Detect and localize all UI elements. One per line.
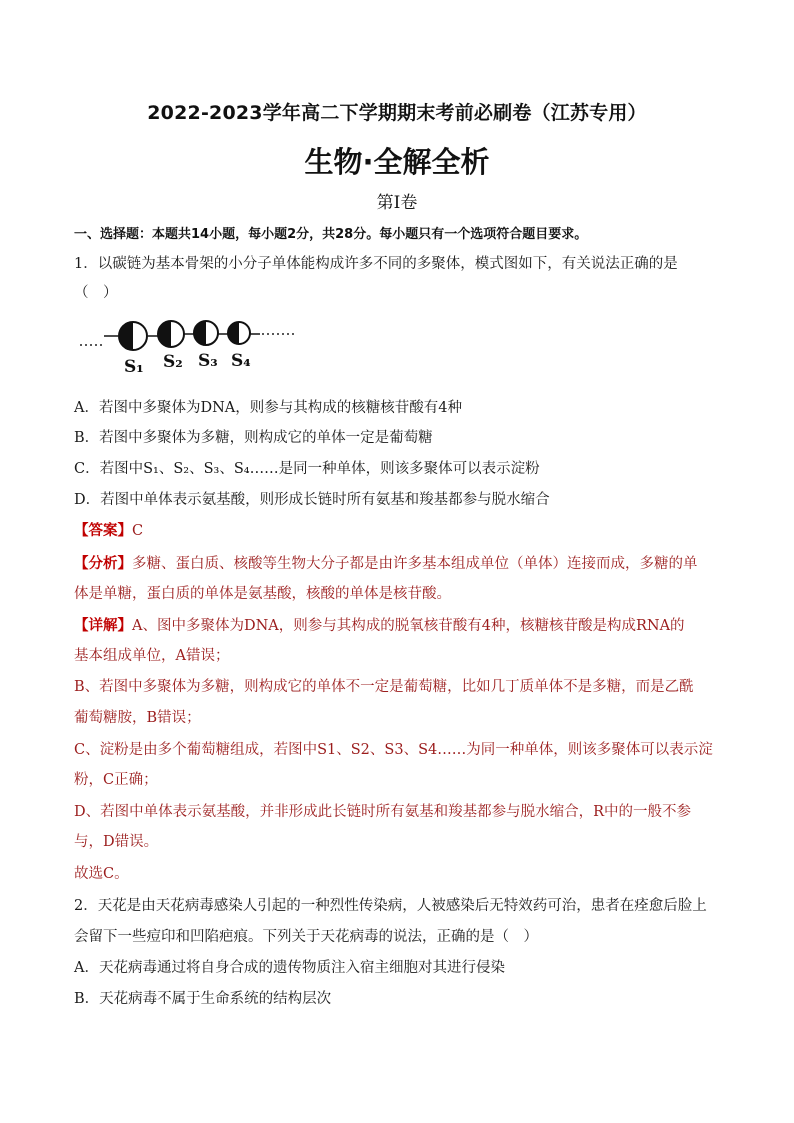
q1-detail-b-line1: B、若图中多聚体为多糖，则构成它的单体不一定是葡萄糖，比如几丁质单体不是多糖，而是乙酰: [74, 679, 694, 695]
answer-tag: 【答案】: [74, 522, 132, 539]
detail-a-text: A、图中多聚体为DNA，则参与其构成的脱氧核苷酸有4种，核糖核苷酸是构成RNA的: [132, 618, 685, 634]
monomer-s3: [194, 321, 218, 345]
q1-detail-a-line1: [74, 616, 714, 636]
q2-stem-line2: 会留下一些痘印和凹陷疤痕。下列关于天花病毒的说法，正确的是（ ）: [74, 929, 538, 945]
q1-detail-d-line2: 与，D错误。: [74, 834, 159, 850]
answer-value: C: [132, 523, 144, 539]
q1-answer: [74, 521, 714, 541]
q1-stem-line1: 1．以碳链为基本骨架的小分子单体能构成许多不同的多聚体，模式图如下，有关说法正确的是: [74, 256, 678, 272]
q1-detail-c-line2: 粉，C正确；: [74, 772, 158, 788]
q2-option-b: B．天花病毒不属于生命系统的结构层次: [74, 991, 332, 1007]
q1-analysis-line1: [74, 554, 714, 574]
label-s3: S₃: [198, 351, 218, 371]
q1-conclusion: 故选C。: [74, 866, 129, 882]
section-heading: 一、选择题：本题共14小题，每小题2分，共28分。每小题只有一个选项符合题目要求。: [74, 227, 588, 242]
q2-option-a: A．天花病毒通过将自身合成的遗传物质注入宿主细胞对其进行侵染: [74, 960, 505, 976]
q1-stem-line2: （ ）: [74, 285, 118, 301]
q1-option-d: D．若图中单体表示氨基酸，则形成长链时所有氨基和羧基都参与脱水缩合: [74, 492, 550, 508]
polymer-diagram: [74, 312, 304, 384]
detail-tag: 【详解】: [74, 617, 132, 634]
q1-option-b: B．若图中多聚体为多糖，则构成它的单体一定是葡萄糖: [74, 430, 433, 446]
exam-title: 2022-2023学年高二下学期期末考前必刷卷（江苏专用）: [147, 102, 647, 124]
q1-analysis-line2: 体是单糖，蛋白质的单体是氨基酸，核酸的单体是核苷酸。: [74, 586, 451, 602]
q1-option-c: C．若图中S₁、S₂、S₃、S₄……是同一种单体，则该多聚体可以表示淀粉: [74, 461, 540, 477]
analysis-tag: 【分析】: [74, 555, 132, 572]
exam-subtitle: 生物·全解全析: [304, 145, 490, 179]
monomer-s1: [119, 322, 147, 350]
q1-option-a: A．若图中多聚体为DNA，则参与其构成的核糖核苷酸有4种: [74, 400, 462, 416]
label-s1: S₁: [124, 357, 144, 377]
q1-detail-a-line2: 基本组成单位，A错误；: [74, 648, 230, 664]
q2-stem-line1: 2．天花是由天花病毒感染人引起的一种烈性传染病，人被感染后无特效药可治，患者在痊愈后脸上: [74, 898, 707, 914]
analysis-text: 多糖、蛋白质、核酸等生物大分子都是由许多基本组成单位（单体）连接而成，多糖的单: [132, 556, 698, 572]
q1-detail-d-line1: D、若图中单体表示氨基酸，并非形成此长链时所有氨基和羧基都参与脱水缩合，R中的一般不参: [74, 804, 692, 820]
q1-detail-c-line1: C、淀粉是由多个葡萄糖组成，若图中S1、S2、S3、S4……为同一种单体，则该多聚体可以表示淀: [74, 742, 713, 758]
volume-label: 第Ⅰ卷: [376, 193, 418, 213]
monomer-s2: [158, 321, 184, 347]
monomer-s4: [228, 322, 250, 344]
label-s2: S₂: [163, 352, 183, 372]
q1-detail-b-line2: 葡萄糖胺，B错误；: [74, 710, 201, 726]
label-s4: S₄: [231, 351, 251, 371]
